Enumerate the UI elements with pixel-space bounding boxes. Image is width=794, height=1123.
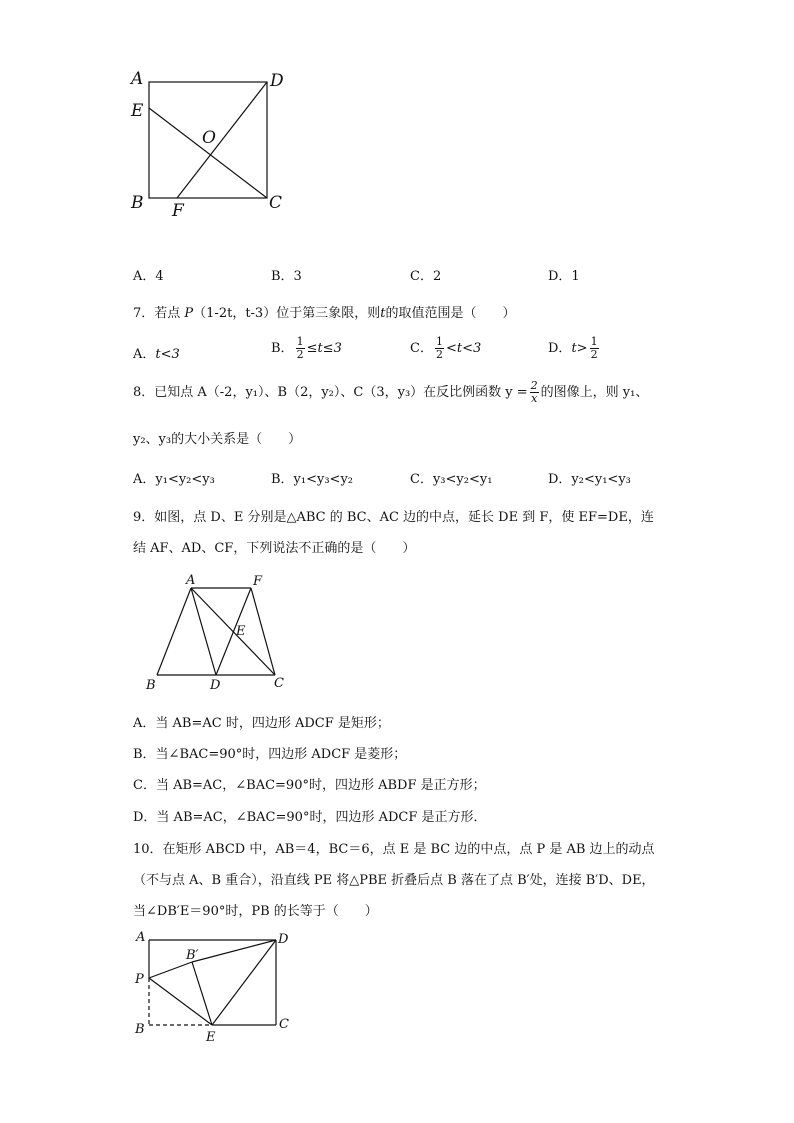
q10-label-b: B bbox=[135, 1022, 145, 1037]
q10-line-pe bbox=[149, 978, 212, 1025]
q9-label-a: A bbox=[186, 573, 196, 588]
q9-option-b: B．当∠BAC=90°时，四边形 ADCF 是菱形； bbox=[133, 747, 407, 762]
q10-line-b1d bbox=[192, 940, 276, 962]
q10-stem-line-3: 当∠DB′E＝90°时，PB 的长等于（ ） bbox=[133, 904, 378, 919]
q6-label-b: B bbox=[131, 193, 144, 213]
q7-option-c: C． $\frac{1}{2}$ <t<3 bbox=[410, 335, 482, 361]
q10-label-p: P bbox=[135, 972, 144, 987]
q6-option-a: A．4 bbox=[133, 269, 164, 284]
q10-label-a: A bbox=[136, 930, 146, 945]
q10-line-pb1 bbox=[149, 962, 192, 978]
q6-option-d: D．1 bbox=[548, 269, 580, 284]
q9-option-c: C．当 AB=AC，∠BAC=90°时，四边形 ABDF 是正方形； bbox=[133, 778, 486, 793]
q10-label-d: D bbox=[278, 932, 289, 947]
q6-option-b: B．3 bbox=[271, 269, 302, 284]
q9-label-d: D bbox=[210, 678, 221, 693]
q8-option-b: B．y₁<y₃<y₂ bbox=[271, 472, 354, 487]
q7-option-d: D．t> $\frac{1}{2}$ bbox=[548, 335, 598, 361]
q8-option-a: A．y₁<y₂<y₃ bbox=[133, 472, 215, 487]
q10-stem-line-1: 10．在矩形 ABCD 中，AB＝4，BC＝6，点 E 是 BC 边的中点，点 P 是 AB 边上的动点 bbox=[133, 842, 655, 857]
q10-label-e: E bbox=[206, 1030, 216, 1045]
q8-option-d: D．y₂<y₁<y₃ bbox=[548, 472, 631, 487]
q6-label-f: F bbox=[172, 201, 184, 221]
q9-label-c: C bbox=[274, 676, 284, 691]
q9-option-a: A．当 AB=AC 时，四边形 ADCF 是矩形； bbox=[133, 716, 390, 731]
q6-option-c: C．2 bbox=[410, 269, 442, 284]
q6-label-e: E bbox=[131, 101, 144, 121]
q10-figure bbox=[128, 924, 303, 1048]
q6-figure bbox=[125, 62, 295, 222]
q9-option-d: D．当 AB=AC，∠BAC=90°时，四边形 ADCF 是正方形． bbox=[133, 810, 487, 825]
q10-stem-line-2: （不与点 A、B 重合），沿直线 PE 将△PBE 折叠后点 B 落在了点 B′处，连接 B′D、DE， bbox=[133, 873, 655, 888]
q6-label-c: C bbox=[269, 193, 283, 213]
q9-label-b: B bbox=[146, 678, 156, 693]
q10-label-b1: B′ bbox=[186, 948, 199, 963]
q6-label-a: A bbox=[131, 69, 144, 89]
q6-line-ec bbox=[149, 108, 267, 198]
q9-label-f: F bbox=[253, 574, 263, 589]
q8-stem-line-2: y₂、y₃的大小关系是（ ） bbox=[133, 432, 302, 447]
q7-option-a: A．t<3 bbox=[133, 347, 180, 362]
q10-line-b1e bbox=[192, 962, 212, 1025]
q6-label-d: D bbox=[270, 71, 284, 91]
q9-figure bbox=[140, 568, 300, 698]
q10-label-c: C bbox=[279, 1017, 289, 1032]
q6-label-o: O bbox=[202, 128, 216, 148]
q7-stem: 7．若点 P（1-2t，t-3）位于第三象限，则t的取值范围是（ ） bbox=[133, 306, 516, 321]
q8-option-c: C．y₃<y₂<y₁ bbox=[410, 472, 493, 487]
q9-stem-line-1: 9．如图，点 D、E 分别是△ABC 的 BC、AC 边的中点，延长 DE 到 F，使 EF=DE，连 bbox=[133, 510, 654, 525]
q9-line-df bbox=[216, 588, 251, 675]
q7-option-b: B． $\frac{1}{2}$ ≤t≤3 bbox=[271, 335, 342, 361]
q9-label-e: E bbox=[236, 624, 246, 639]
q10-line-de bbox=[212, 940, 276, 1025]
q8-stem-line-1: 8．已知点 A（-2，y₁）、B（2，y₂）、C（3，y₃）在反比例函数 y = $\frac{2}{x}$ 的图像上，则 y₁、 bbox=[133, 379, 649, 405]
q9-line-ab bbox=[157, 588, 191, 675]
q9-stem-line-2: 结 AF、AD、CF，下列说法不正确的是（ ） bbox=[133, 541, 416, 556]
